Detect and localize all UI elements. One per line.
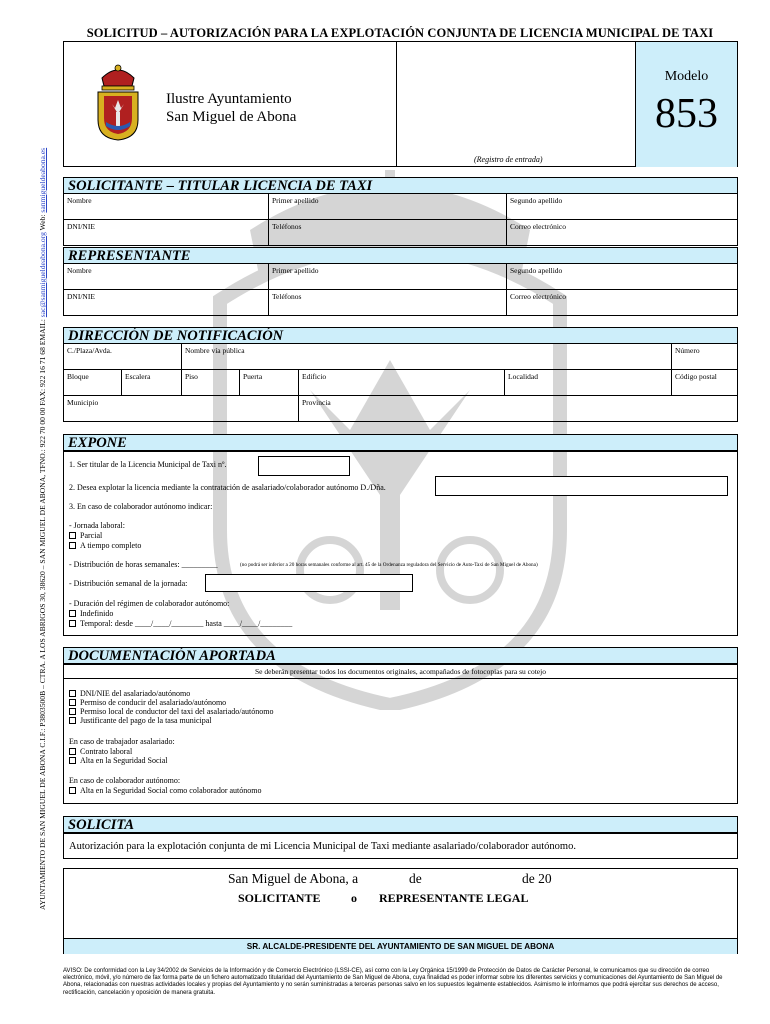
parcial-checkbox[interactable] <box>69 532 76 539</box>
indefinido-label: Indefinido <box>80 609 114 618</box>
modelo-box <box>635 42 737 167</box>
section-solicitante-heading: SOLICITANTE – TITULAR LICENCIA DE TAXI <box>63 177 738 194</box>
distribucion-input[interactable] <box>205 574 413 592</box>
completo-checkbox[interactable] <box>69 542 76 549</box>
direccion-numero-field[interactable]: Número <box>671 344 737 369</box>
doc-item-contrato[interactable] <box>69 747 132 756</box>
ayto-line1: Ilustre Ayuntamiento <box>166 91 292 107</box>
direccion-nombre-via-field[interactable]: Nombre vía pública <box>181 344 671 369</box>
representante-grid <box>63 264 738 316</box>
doc-alta-ss-checkbox[interactable] <box>69 757 76 764</box>
firma-place: San Miguel de Abona, a <box>228 871 359 886</box>
ayuntamiento-name <box>166 90 296 126</box>
representante-nombre-field[interactable]: Nombre <box>67 266 92 275</box>
doc-dni-checkbox[interactable] <box>69 690 76 697</box>
solicitante-primer-apellido-field[interactable]: Primer apellido <box>268 194 506 219</box>
temporal-option[interactable] <box>69 619 292 628</box>
firma-representante: REPRESENTANTE LEGAL <box>379 891 529 905</box>
doc-contrato-label: Contrato laboral <box>80 747 133 756</box>
representante-primer-apellido-field[interactable]: Primer apellido <box>268 264 506 289</box>
ayuntamiento-crest-logo <box>94 60 142 142</box>
horas-label: - Distribución de horas semanales: _________ <box>69 560 218 569</box>
representante-segundo-apellido-field[interactable]: Segundo apellido <box>506 264 737 289</box>
doc-item-alta-autonomo[interactable] <box>69 786 262 795</box>
doc-contrato-checkbox[interactable] <box>69 748 76 755</box>
horas-note: (no podrá ser inferior a 20 horas semanales conforme al art. 45 de la Ordenanza reguladora del Servicio de Auto-Taxi de San Miguel de Abona) <box>240 562 538 568</box>
asalariado-label: En caso de trabajador asalariado: <box>69 737 175 746</box>
temporal-label: Temporal: desde ____/____/________ hasta ____/____/________ <box>80 619 293 628</box>
doc-tasa-checkbox[interactable] <box>69 717 76 724</box>
solicitante-nombre-field[interactable]: Nombre <box>67 196 92 205</box>
documentacion-box <box>63 664 738 804</box>
header-box <box>63 41 738 167</box>
distribucion-label: - Distribución semanal de la jornada: <box>69 579 188 588</box>
asalariado-nombre-input[interactable] <box>435 476 728 496</box>
indefinido-checkbox[interactable] <box>69 610 76 617</box>
section-direccion-heading: DIRECCIÓN DE NOTIFICACIÓN <box>63 327 738 344</box>
documentacion-note: Se deberán presentar todos los documentos originales, acompañados de fotocopias para su cotejo <box>64 665 737 679</box>
section-expone-heading: EXPONE <box>63 434 738 451</box>
registro-label: (Registro de entrada) <box>474 155 543 164</box>
section-documentacion-heading: DOCUMENTACIÓN APORTADA <box>63 647 738 664</box>
doc-dni-label: DNI/NIE del asalariado/autónomo <box>80 689 191 698</box>
section-representante-heading: REPRESENTANTE <box>63 247 738 264</box>
completo-label: A tiempo completo <box>80 541 142 550</box>
solicita-text: Autorización para la explotación conjunta de mi Licencia Municipal de Taxi mediante asalariado/colaborador autónomo. <box>69 841 576 852</box>
jornada-completo-option[interactable] <box>69 541 141 550</box>
solicitante-grid <box>63 194 738 246</box>
doc-item-permiso-local[interactable] <box>69 707 274 716</box>
doc-item-permiso[interactable] <box>69 698 226 707</box>
solicitante-correo-field[interactable]: Correo electrónico <box>506 220 737 245</box>
direccion-piso-field[interactable]: Piso <box>181 370 239 395</box>
expone-box <box>63 451 738 636</box>
representante-dni-field[interactable]: DNI/NIE <box>67 292 95 301</box>
doc-alta-autonomo-checkbox[interactable] <box>69 787 76 794</box>
representante-correo-field[interactable]: Correo electrónico <box>506 290 737 315</box>
solicitante-telefonos-field[interactable]: Teléfonos <box>268 220 506 245</box>
doc-item-tasa[interactable] <box>69 716 212 725</box>
firma-de1: de <box>409 871 422 886</box>
duracion-label: - Duración del régimen de colaborador autónomo: <box>69 599 230 608</box>
doc-item-alta-ss[interactable] <box>69 756 168 765</box>
doc-permiso-local-label: Permiso local de conductor del taxi del asalariado/autónomo <box>80 707 274 716</box>
direccion-puerta-field[interactable]: Puerta <box>239 370 298 395</box>
doc-permiso-label: Permiso de conducir del asalariado/autónomo <box>80 698 227 707</box>
direccion-edificio-field[interactable]: Edificio <box>298 370 504 395</box>
page-title: SOLICITUD – AUTORIZACIÓN PARA LA EXPLOTACIÓN CONJUNTA DE LICENCIA MUNICIPAL DE TAXI <box>86 26 714 40</box>
direccion-grid <box>63 344 738 422</box>
solicita-box <box>63 833 738 859</box>
direccion-calle-field[interactable]: C./Plaza/Avda. <box>67 346 112 355</box>
doc-item-dni[interactable] <box>69 689 190 698</box>
doc-tasa-label: Justificante del pago de la tasa municipal <box>80 716 212 725</box>
firma-solicitante: SOLICITANTE <box>238 891 321 905</box>
doc-alta-ss-label: Alta en la Seguridad Social <box>80 756 168 765</box>
modelo-label: Modelo <box>664 69 709 84</box>
direccion-codigo-postal-field[interactable]: Código postal <box>671 370 737 395</box>
solicitante-dni-field[interactable]: DNI/NIE <box>67 222 95 231</box>
alcalde-bar: SR. ALCALDE-PRESIDENTE DEL AYUNTAMIENTO DE SAN MIGUEL DE ABONA <box>64 938 737 954</box>
section-solicita-heading: SOLICITA <box>63 816 738 833</box>
side-web-label: Web: <box>38 212 47 233</box>
doc-permiso-local-checkbox[interactable] <box>69 708 76 715</box>
jornada-parcial-option[interactable] <box>69 531 102 540</box>
autonomo-label: En caso de colaborador autónomo: <box>69 776 181 785</box>
solicitante-segundo-apellido-field[interactable]: Segundo apellido <box>506 194 737 219</box>
side-email-link[interactable]: sac@sanmigueldeabona.org <box>38 232 47 318</box>
doc-alta-autonomo-label: Alta en la Seguridad Social como colaborador autónomo <box>80 786 262 795</box>
firma-box[interactable] <box>63 868 738 954</box>
representante-telefonos-field[interactable]: Teléfonos <box>268 290 506 315</box>
jornada-label: - Jornada laboral: <box>69 521 125 530</box>
sidebar-contact-text <box>38 0 47 910</box>
doc-permiso-checkbox[interactable] <box>69 699 76 706</box>
header-divider <box>396 42 397 167</box>
direccion-provincia-field[interactable]: Provincia <box>298 396 737 421</box>
expone-item3: 3. En caso de colaborador autónomo indicar: <box>69 502 213 511</box>
direccion-localidad-field[interactable]: Localidad <box>504 370 671 395</box>
indefinido-option[interactable] <box>69 609 113 618</box>
aviso-legal: AVISO: De conformidad con la Ley 34/2002 de Servicios de la Información y de Comercio Electrónico (LSSI-CE), así como con la Ley Orgánica 15/1999 de Protección de Datos de Carácter Personal, le comunicamos que su dirección de correo electrónico, móvil, y/o número de fax forma parte de un fichero automatizado titularidad del Ayuntamiento de San Miguel de Abona, cuya finalidad es poder informar sobre los diferentes servicios y comunicaciones del Ayuntamiento de San Miguel de Abona, relacionadas con nuestras actividades locales y propias del Ayuntamiento y no serán suministradas a terceras personas salvo en los supuestos legalmente establecidos. Asimismo le informamos que podrá ejercitar sus derechos de acceso, rectificación, cancelación y oposición de manera gratuita. <box>63 968 723 996</box>
modelo-number: 853 <box>655 91 718 137</box>
ayto-line2: San Miguel de Abona <box>166 109 297 125</box>
direccion-bloque-field[interactable]: Bloque <box>67 372 89 381</box>
expone-item1: 1. Ser titular de la Licencia Municipal de Taxi nº. <box>69 460 227 469</box>
side-prefix: AYUNTAMIENTO DE SAN MIGUEL DE ABONA C.I.F.: P3803500B – CTRA. A LOS ABRIGOS 30, 38620 – SAN MIGUEL DE ABONA, TFNO.: 922 70 00 00 FAX: 922 16 71 68 EMAIL: <box>38 317 47 910</box>
licencia-numero-input[interactable] <box>258 456 350 476</box>
parcial-label: Parcial <box>80 531 103 540</box>
temporal-checkbox[interactable] <box>69 620 76 627</box>
side-web-link[interactable]: sanmigueldeabona.es <box>38 147 47 213</box>
direccion-municipio-field[interactable]: Municipio <box>67 398 99 407</box>
direccion-escalera-field[interactable]: Escalera <box>121 370 181 395</box>
firma-o: o <box>351 891 357 905</box>
expone-item2: 2. Desea explotar la licencia mediante la contratación de asalariado/colaborador autónomo D./Dña. <box>69 483 386 492</box>
firma-de2: de 20 <box>522 871 552 886</box>
